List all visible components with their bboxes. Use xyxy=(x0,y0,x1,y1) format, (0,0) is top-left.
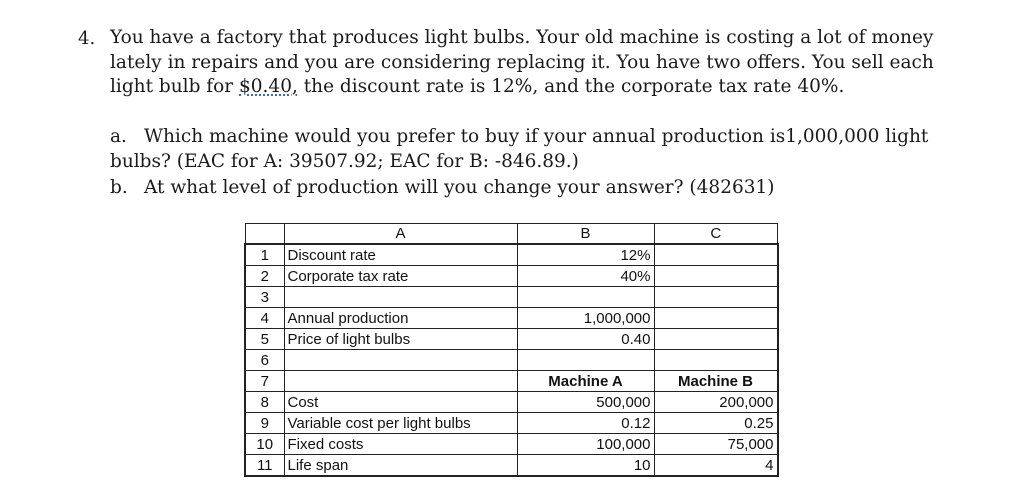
table-row xyxy=(245,392,778,413)
cell-value-c xyxy=(654,266,778,287)
row-number: 3 xyxy=(245,287,284,308)
cell-value-b: 40% xyxy=(517,266,654,287)
cell-value-b: 10 xyxy=(517,455,654,477)
row-number: 10 xyxy=(245,434,284,455)
table-row xyxy=(245,287,778,308)
cell-label: Variable cost per light bulbs xyxy=(284,413,517,434)
cell-value-c xyxy=(654,329,778,350)
subquestion-a-label: a. xyxy=(110,126,127,147)
subquestion-b-label: b. xyxy=(110,177,128,198)
subquestion-a xyxy=(110,124,970,174)
column-header-a: A xyxy=(284,224,517,245)
question-text-after: the discount rate is 12%, and the corporate tax rate 40%. xyxy=(297,76,845,97)
column-header-c: C xyxy=(654,224,778,245)
machine-a-header: Machine A xyxy=(517,371,654,392)
cell-label xyxy=(284,287,517,308)
cell-value-c xyxy=(654,287,778,308)
cell-label xyxy=(284,371,517,392)
cell-label xyxy=(284,350,517,371)
table-row xyxy=(245,413,778,434)
price-value: $0.40, xyxy=(239,76,298,97)
cell-value-c: 4 xyxy=(654,455,778,477)
question-text-before: You have a factory that produces light bulbs. Your old machine is costing a lot of money lately in repairs and you are considering replacing it. You have two offers. You sell each light bulb for xyxy=(110,27,934,97)
row-number: 6 xyxy=(245,350,284,371)
cell-label: Price of light bulbs xyxy=(284,329,517,350)
table-row xyxy=(245,329,778,350)
cell-value-c: 200,000 xyxy=(654,392,778,413)
row-number: 9 xyxy=(245,413,284,434)
table-row xyxy=(245,434,778,455)
row-number: 11 xyxy=(245,455,284,477)
cell-label: Fixed costs xyxy=(284,434,517,455)
column-header-row xyxy=(245,224,778,245)
subquestion-b xyxy=(110,175,970,200)
column-header-b: B xyxy=(517,224,654,245)
cell-value-b: 12% xyxy=(517,244,654,266)
cell-label: Annual production xyxy=(284,308,517,329)
cell-label: Discount rate xyxy=(284,244,517,266)
table-row xyxy=(245,455,778,477)
subquestion-b-text: At what level of production will you change your answer? (482631) xyxy=(144,177,775,198)
row-number: 4 xyxy=(245,308,284,329)
table-row xyxy=(245,350,778,371)
spreadsheet-table xyxy=(244,223,779,477)
table-row xyxy=(245,308,778,329)
cell-label: Life span xyxy=(284,455,517,477)
cell-value-b: 0.12 xyxy=(517,413,654,434)
cell-value-c: 0.25 xyxy=(654,413,778,434)
question-number: 4. xyxy=(78,28,96,49)
row-number: 2 xyxy=(245,266,284,287)
table-row xyxy=(245,244,778,266)
subquestion-a-text: Which machine would you prefer to buy if your annual production is1,000,000 light bulbs? (EAC for A: 39507.92; EAC for B: -846.89.) xyxy=(110,126,929,172)
cell-value-b: 0.40 xyxy=(517,329,654,350)
cell-value-b: 500,000 xyxy=(517,392,654,413)
cell-value-c: 75,000 xyxy=(654,434,778,455)
cell-value-c xyxy=(654,244,778,266)
row-number: 5 xyxy=(245,329,284,350)
row-number: 8 xyxy=(245,392,284,413)
question-text xyxy=(110,26,970,100)
cell-value-b: 100,000 xyxy=(517,434,654,455)
row-number: 7 xyxy=(245,371,284,392)
cell-value-c xyxy=(654,308,778,329)
cell-value-b xyxy=(517,350,654,371)
corner-cell xyxy=(245,224,284,245)
table-row xyxy=(245,371,778,392)
cell-label: Corporate tax rate xyxy=(284,266,517,287)
machine-b-header: Machine B xyxy=(654,371,778,392)
table-row xyxy=(245,266,778,287)
row-number: 1 xyxy=(245,244,284,266)
cell-value-b xyxy=(517,287,654,308)
cell-value-c xyxy=(654,350,778,371)
cell-value-b: 1,000,000 xyxy=(517,308,654,329)
cell-label: Cost xyxy=(284,392,517,413)
